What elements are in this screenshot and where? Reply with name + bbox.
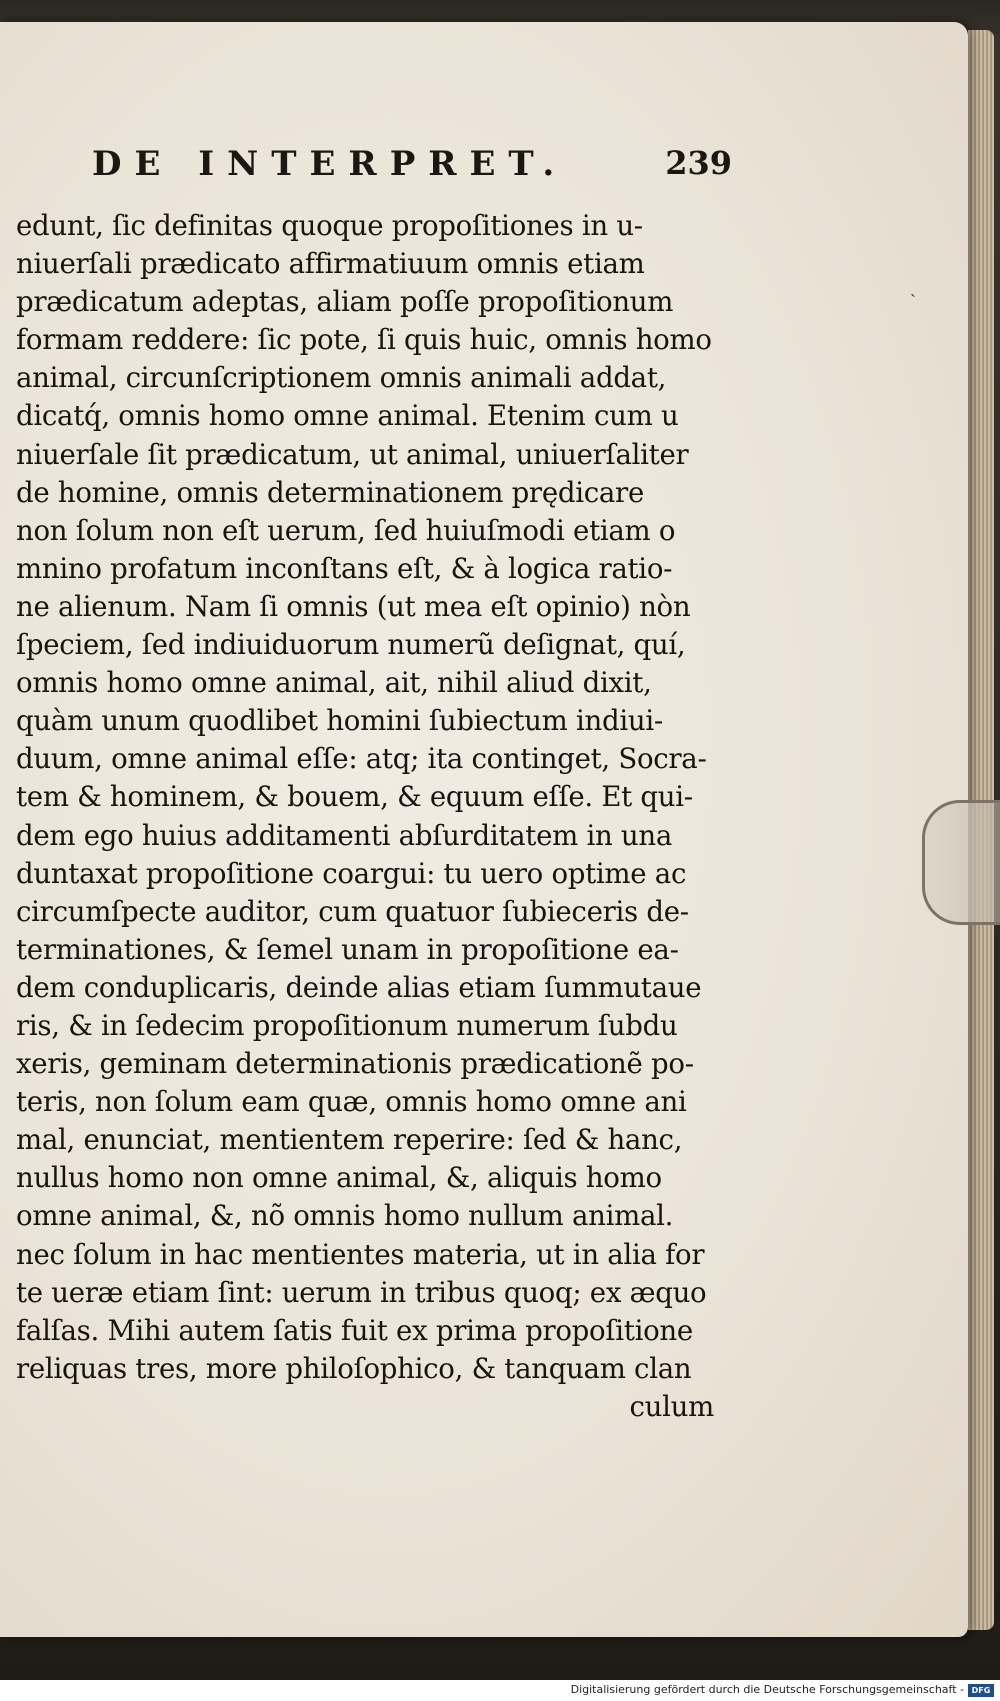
text-line: omnis homo omne animal, ait, nihil aliud dixit, — [16, 666, 652, 700]
text-line: de homine, omnis determinationem prędicare — [16, 475, 644, 509]
text-line: non ſolum non eſt uerum, ſed huiuſmodi etiam o — [16, 513, 676, 547]
text-line: quàm unum quodlibet homini ſubiectum indiui- — [16, 704, 663, 738]
page-header — [92, 144, 732, 194]
text-line: reliquas tres, more philoſophico, & tanquam clan — [16, 1351, 692, 1385]
text-line: circumſpecte auditor, cum quatuor ſubieceris de- — [16, 894, 689, 928]
running-head: DE INTERPRET. — [92, 144, 568, 184]
catchword: culum — [629, 1389, 714, 1423]
text-line: animal, circunſcriptionem omnis animali addat, — [16, 361, 667, 395]
funding-credit: Digitalisierung gefördert durch die Deutsche Forschungsgemeinschaft - — [570, 1683, 964, 1696]
text-line: mal, enunciat, mentientem reperire: ſed & hanc, — [16, 1123, 683, 1157]
page-number: 239 — [665, 144, 732, 182]
text-line: duntaxat propoſitione coargui: tu uero optime ac — [16, 856, 687, 890]
text-line: ne alienum. Nam ſi omnis (ut mea eſt opinio) nòn — [16, 589, 691, 623]
text-block — [16, 207, 716, 1426]
text-line: niuerſali prædicato affirmatiuum omnis etiam — [16, 247, 645, 281]
text-line: falſas. Mihi autem ſatis fuit ex prima propoſitione — [16, 1313, 693, 1347]
text-line: dem ego huius additamenti abſurditatem in una — [16, 818, 673, 852]
text-line: ris, & in ſedecim propoſitionum numerum ſubdu — [16, 1008, 678, 1042]
text-line: duum, omne animal eſſe: atq; ita continget, Socra- — [16, 742, 707, 776]
text-line: dicatq́, omnis homo omne animal. Etenim cum u — [16, 399, 679, 433]
footer-bar — [0, 1680, 1000, 1701]
text-line: nullus homo non omne animal, &, aliquis homo — [16, 1161, 662, 1195]
text-line: edunt, ſic definitas quoque propoſitiones in u- — [16, 209, 643, 242]
book-page — [0, 22, 968, 1637]
text-line: omne animal, &, nõ omnis homo nullum animal. — [16, 1199, 674, 1233]
text-line: nec ſolum in hac mentientes materia, ut in alia for — [16, 1237, 705, 1271]
margin-mark: ˎ — [910, 277, 916, 298]
text-line: tem & hominem, & bouem, & equum eſſe. Et qui- — [16, 780, 693, 814]
text-line: teris, non ſolum eam quæ, omnis homo omne ani — [16, 1085, 687, 1119]
text-line: terminationes, & ſemel unam in propoſitione ea- — [16, 932, 679, 966]
text-line: te ueræ etiam ſint: uerum in tribus quoq; ex æquo — [16, 1275, 707, 1309]
text-line: dem conduplicaris, deinde alias etiam ſummutaue — [16, 970, 702, 1004]
text-line: mnino profatum inconſtans eſt, & à logica ratio- — [16, 551, 673, 585]
page-clip — [922, 800, 1000, 925]
dfg-logo: DFG — [968, 1684, 994, 1697]
text-line: ſpeciem, ſed indiuiduorum numerũ deſignat, quí, — [16, 628, 686, 662]
text-line: niuerſale ſit prædicatum, ut animal, uniuerſaliter — [16, 437, 689, 471]
text-line: xeris, geminam determinationis prædicationẽ po- — [16, 1047, 694, 1081]
text-line: prædicatum adeptas, aliam poſſe propoſitionum — [16, 285, 674, 319]
text-line: formam reddere: ſic pote, ſi quis huic, omnis homo — [16, 323, 712, 357]
